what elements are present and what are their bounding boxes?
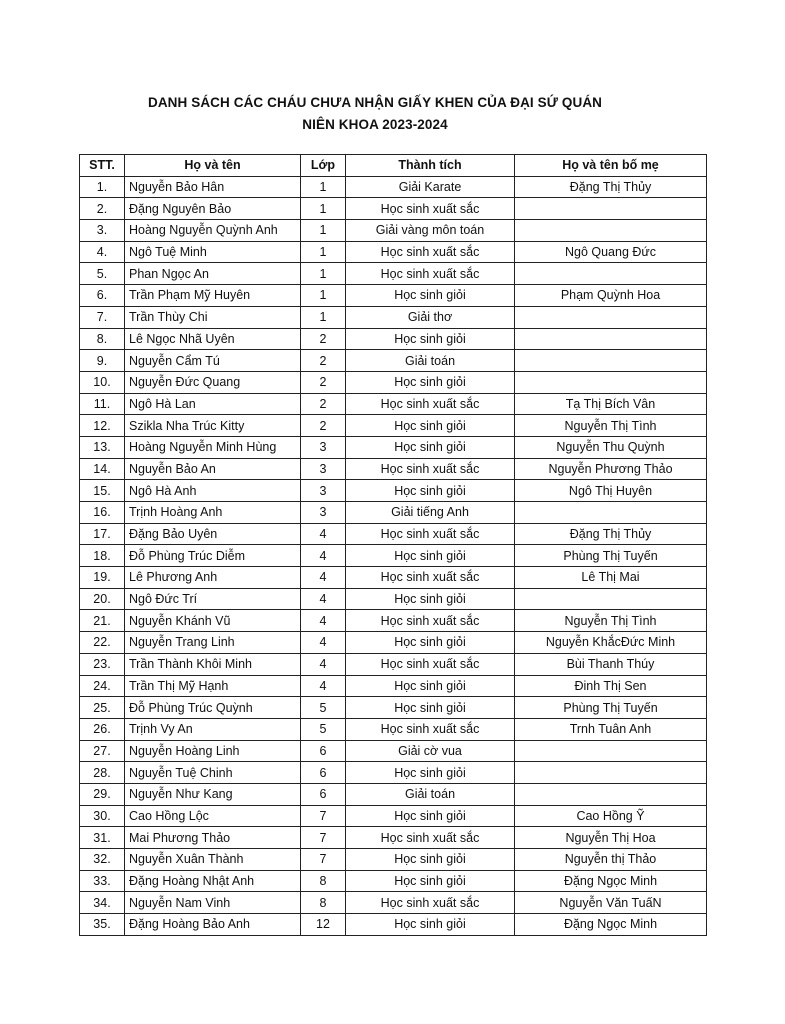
table-row [80,783,707,805]
cell-parent-name: Đặng Thị Thủy [515,523,707,545]
cell-stt: 11. [80,393,125,415]
table-row [80,306,707,328]
cell-stt: 15. [80,480,125,502]
cell-achievement: Học sinh giỏi [346,588,515,610]
cell-stt: 32. [80,849,125,871]
cell-student-name: Nguyễn Hoàng Linh [125,740,301,762]
cell-stt: 31. [80,827,125,849]
cell-student-name: Trần Phạm Mỹ Huyên [125,285,301,307]
header-stt: STT. [80,155,125,177]
cell-grade: 2 [301,350,346,372]
cell-parent-name: Đinh Thị Sen [515,675,707,697]
cell-parent-name [515,783,707,805]
cell-stt: 8. [80,328,125,350]
cell-stt: 22. [80,632,125,654]
cell-grade: 1 [301,198,346,220]
cell-stt: 25. [80,697,125,719]
table-row [80,892,707,914]
cell-achievement: Học sinh giỏi [346,675,515,697]
cell-parent-name [515,502,707,524]
cell-student-name: Nguyễn Xuân Thành [125,849,301,871]
cell-grade: 2 [301,328,346,350]
cell-grade: 6 [301,783,346,805]
cell-achievement: Giải tiếng Anh [346,502,515,524]
cell-grade: 1 [301,263,346,285]
cell-grade: 3 [301,436,346,458]
cell-grade: 4 [301,675,346,697]
cell-student-name: Szikla Nha Trúc Kitty [125,415,301,437]
cell-achievement: Học sinh xuất sắc [346,827,515,849]
table-row [80,220,707,242]
cell-parent-name: Phùng Thị Tuyến [515,545,707,567]
cell-achievement: Học sinh xuất sắc [346,567,515,589]
cell-grade: 1 [301,241,346,263]
cell-parent-name: Phạm Quỳnh Hoa [515,285,707,307]
cell-stt: 35. [80,914,125,936]
cell-parent-name [515,328,707,350]
cell-grade: 7 [301,805,346,827]
cell-stt: 2. [80,198,125,220]
cell-parent-name [515,740,707,762]
cell-achievement: Học sinh xuất sắc [346,523,515,545]
cell-grade: 4 [301,523,346,545]
table-row [80,198,707,220]
cell-parent-name: Trnh Tuân Anh [515,718,707,740]
table-row [80,415,707,437]
cell-stt: 34. [80,892,125,914]
cell-student-name: Nguyễn Tuệ Chinh [125,762,301,784]
cell-stt: 18. [80,545,125,567]
cell-grade: 1 [301,176,346,198]
cell-parent-name: Đặng Ngọc Minh [515,914,707,936]
cell-student-name: Hoàng Nguyễn Quỳnh Anh [125,220,301,242]
cell-grade: 4 [301,653,346,675]
cell-achievement: Học sinh giỏi [346,914,515,936]
table-row [80,176,707,198]
header-parent-name: Họ và tên bố mẹ [515,155,707,177]
cell-achievement: Học sinh xuất sắc [346,393,515,415]
cell-grade: 7 [301,827,346,849]
cell-grade: 7 [301,849,346,871]
table-row [80,567,707,589]
table-row [80,393,707,415]
cell-stt: 16. [80,502,125,524]
cell-grade: 8 [301,892,346,914]
cell-parent-name [515,306,707,328]
table-row [80,914,707,936]
cell-grade: 3 [301,458,346,480]
cell-achievement: Giải thơ [346,306,515,328]
cell-stt: 21. [80,610,125,632]
cell-stt: 13. [80,436,125,458]
table-row [80,653,707,675]
cell-achievement: Học sinh giỏi [346,632,515,654]
cell-student-name: Lê Phương Anh [125,567,301,589]
cell-student-name: Nguyễn Đức Quang [125,371,301,393]
cell-stt: 23. [80,653,125,675]
cell-grade: 6 [301,740,346,762]
cell-student-name: Đặng Nguyên Bảo [125,198,301,220]
table-row [80,675,707,697]
cell-parent-name: Ngô Thị Huyên [515,480,707,502]
cell-stt: 19. [80,567,125,589]
cell-parent-name: Nguyễn Thị Tình [515,610,707,632]
cell-stt: 12. [80,415,125,437]
cell-parent-name [515,762,707,784]
cell-parent-name [515,220,707,242]
cell-grade: 1 [301,285,346,307]
table-row [80,502,707,524]
cell-achievement: Học sinh giỏi [346,545,515,567]
cell-stt: 14. [80,458,125,480]
cell-parent-name: Ngô Quang Đức [515,241,707,263]
cell-parent-name: Nguyễn Văn TuấN [515,892,707,914]
cell-parent-name: Tạ Thị Bích Vân [515,393,707,415]
table-row [80,870,707,892]
cell-student-name: Đỗ Phùng Trúc Quỳnh [125,697,301,719]
cell-parent-name [515,350,707,372]
cell-grade: 4 [301,588,346,610]
cell-stt: 3. [80,220,125,242]
cell-achievement: Học sinh xuất sắc [346,263,515,285]
cell-parent-name: Đặng Thị Thủy [515,176,707,198]
cell-parent-name: Nguyễn Thị Tình [515,415,707,437]
student-award-table [79,154,707,936]
cell-grade: 1 [301,220,346,242]
cell-parent-name [515,588,707,610]
cell-grade: 3 [301,480,346,502]
cell-grade: 4 [301,632,346,654]
cell-student-name: Đặng Hoàng Bảo Anh [125,914,301,936]
cell-grade: 4 [301,567,346,589]
cell-achievement: Học sinh giỏi [346,762,515,784]
table-row [80,523,707,545]
cell-grade: 5 [301,718,346,740]
cell-stt: 28. [80,762,125,784]
cell-student-name: Nguyễn Nam Vinh [125,892,301,914]
cell-achievement: Giải toán [346,350,515,372]
cell-student-name: Ngô Hà Lan [125,393,301,415]
table-row [80,328,707,350]
cell-achievement: Học sinh giỏi [346,328,515,350]
cell-student-name: Ngô Đức Trí [125,588,301,610]
table-row [80,436,707,458]
cell-stt: 5. [80,263,125,285]
cell-stt: 33. [80,870,125,892]
header-achievement: Thành tích [346,155,515,177]
cell-student-name: Nguyễn Như Kang [125,783,301,805]
cell-stt: 6. [80,285,125,307]
cell-grade: 12 [301,914,346,936]
title-line-2: NIÊN KHOA 2023-2024 [302,117,448,132]
cell-grade: 2 [301,393,346,415]
cell-grade: 6 [301,762,346,784]
cell-student-name: Hoàng Nguyễn Minh Hùng [125,436,301,458]
cell-stt: 26. [80,718,125,740]
cell-parent-name: Nguyễn Thị Hoa [515,827,707,849]
cell-grade: 8 [301,870,346,892]
cell-achievement: Học sinh xuất sắc [346,718,515,740]
table-row [80,718,707,740]
cell-parent-name [515,198,707,220]
table-header-row [80,155,707,177]
table-row [80,350,707,372]
header-grade: Lớp [301,155,346,177]
cell-parent-name: Nguyễn KhắcĐức Minh [515,632,707,654]
cell-stt: 1. [80,176,125,198]
title-line-1: DANH SÁCH CÁC CHÁU CHƯA NHẬN GIẤY KHEN CỦA ĐẠI SỨ QUÁN [147,95,603,110]
table-row [80,263,707,285]
cell-achievement: Học sinh xuất sắc [346,458,515,480]
table-row [80,610,707,632]
cell-student-name: Nguyễn Khánh Vũ [125,610,301,632]
table-row [80,458,707,480]
cell-grade: 3 [301,502,346,524]
cell-achievement: Học sinh giỏi [346,480,515,502]
cell-achievement: Giải Karate [346,176,515,198]
table-row [80,740,707,762]
cell-parent-name: Lê Thị Mai [515,567,707,589]
cell-grade: 1 [301,306,346,328]
cell-student-name: Mai Phương Thảo [125,827,301,849]
table-row [80,827,707,849]
cell-achievement: Học sinh giỏi [346,805,515,827]
cell-achievement: Học sinh giỏi [346,697,515,719]
cell-achievement: Học sinh giỏi [346,371,515,393]
cell-parent-name [515,371,707,393]
table-header [80,155,707,177]
cell-student-name: Ngô Hà Anh [125,480,301,502]
cell-stt: 29. [80,783,125,805]
cell-student-name: Nguyễn Bảo Hân [125,176,301,198]
cell-achievement: Học sinh giỏi [346,849,515,871]
cell-achievement: Giải toán [346,783,515,805]
table-row [80,805,707,827]
table-row [80,241,707,263]
cell-student-name: Đặng Hoàng Nhật Anh [125,870,301,892]
cell-parent-name: Bùi Thanh Thúy [515,653,707,675]
cell-student-name: Phan Ngọc An [125,263,301,285]
cell-student-name: Nguyễn Bảo An [125,458,301,480]
cell-parent-name: Phùng Thị Tuyến [515,697,707,719]
cell-stt: 7. [80,306,125,328]
cell-achievement: Học sinh xuất sắc [346,610,515,632]
cell-stt: 20. [80,588,125,610]
table-row [80,697,707,719]
table-row [80,285,707,307]
table-row [80,849,707,871]
cell-achievement: Học sinh giỏi [346,870,515,892]
cell-stt: 17. [80,523,125,545]
cell-student-name: Nguyễn Trang Linh [125,632,301,654]
cell-grade: 5 [301,697,346,719]
cell-achievement: Giải cờ vua [346,740,515,762]
cell-student-name: Trần Thùy Chi [125,306,301,328]
cell-student-name: Lê Ngọc Nhã Uyên [125,328,301,350]
cell-student-name: Đặng Bảo Uyên [125,523,301,545]
cell-parent-name: Cao Hồng Ỹ [515,805,707,827]
cell-stt: 9. [80,350,125,372]
cell-student-name: Trần Thành Khôi Minh [125,653,301,675]
cell-parent-name: Nguyễn Phương Thảo [515,458,707,480]
cell-student-name: Trần Thị Mỹ Hạnh [125,675,301,697]
table-row [80,632,707,654]
cell-achievement: Học sinh giỏi [346,285,515,307]
table-row [80,371,707,393]
document-title [0,92,750,136]
cell-stt: 4. [80,241,125,263]
cell-grade: 2 [301,415,346,437]
header-student-name: Họ và tên [125,155,301,177]
cell-parent-name [515,263,707,285]
cell-achievement: Học sinh xuất sắc [346,198,515,220]
table-row [80,480,707,502]
cell-parent-name: Nguyễn Thu Quỳnh [515,436,707,458]
cell-student-name: Nguyễn Cẩm Tú [125,350,301,372]
cell-student-name: Đỗ Phùng Trúc Diễm [125,545,301,567]
cell-grade: 4 [301,610,346,632]
cell-achievement: Học sinh xuất sắc [346,892,515,914]
cell-grade: 2 [301,371,346,393]
cell-student-name: Ngô Tuệ Minh [125,241,301,263]
cell-stt: 10. [80,371,125,393]
table-body [80,176,707,935]
cell-achievement: Giải vàng môn toán [346,220,515,242]
cell-achievement: Học sinh giỏi [346,415,515,437]
cell-student-name: Trịnh Vy An [125,718,301,740]
cell-student-name: Cao Hồng Lộc [125,805,301,827]
table-row [80,588,707,610]
cell-achievement: Học sinh giỏi [346,436,515,458]
cell-parent-name: Đặng Ngọc Minh [515,870,707,892]
cell-stt: 30. [80,805,125,827]
cell-achievement: Học sinh xuất sắc [346,653,515,675]
cell-stt: 27. [80,740,125,762]
table-row [80,545,707,567]
cell-stt: 24. [80,675,125,697]
cell-achievement: Học sinh xuất sắc [346,241,515,263]
cell-student-name: Trịnh Hoàng Anh [125,502,301,524]
cell-grade: 4 [301,545,346,567]
cell-parent-name: Nguyễn thị Thảo [515,849,707,871]
table-row [80,762,707,784]
